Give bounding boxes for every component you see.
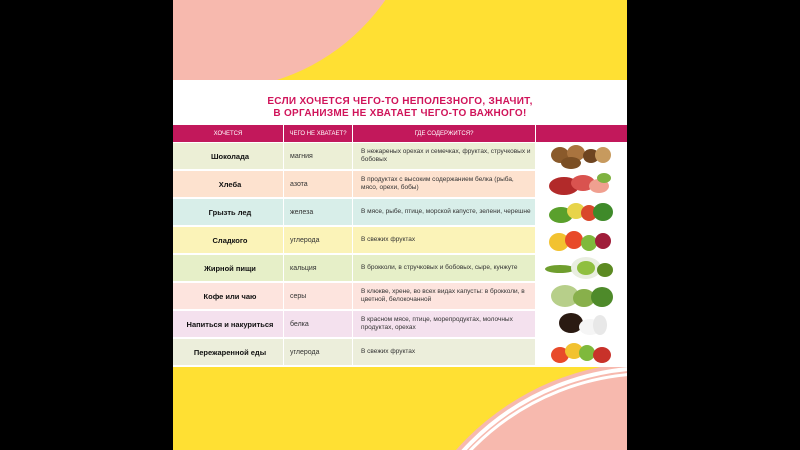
craving-cell: Напиться и накуриться	[173, 311, 283, 337]
page-title	[173, 96, 627, 120]
source-cell: В продуктах с высоким содержанием белка (рыба, мясо, орехи, бобы)	[353, 171, 535, 197]
food-shape	[593, 203, 613, 221]
header-want	[173, 125, 283, 142]
craving-cell: Хлеба	[173, 171, 283, 197]
header-want-label: ХОЧЕТСЯ	[213, 130, 243, 137]
source-cell: В клюкве, хрене, во всех видах капусты: в брокколи, в цветной, белокочанной	[353, 283, 535, 309]
vegetables-icon	[545, 199, 615, 225]
header-source-label: ГДЕ СОДЕРЖИТСЯ?	[414, 130, 474, 137]
meat-icon	[545, 171, 615, 197]
food-image-cell	[536, 311, 623, 337]
header-image	[536, 125, 627, 142]
craving-cell: Шоколада	[173, 143, 283, 169]
title-line-2: В ОРГАНИЗМЕ НЕ ХВАТАЕТ ЧЕГО-ТО ВАЖНОГО!	[273, 108, 527, 119]
header-lacking-label: ЧЕГО НЕ ХВАТАЕТ?	[289, 130, 347, 137]
food-image-cell	[536, 255, 623, 281]
infographic-frame	[173, 0, 627, 450]
food-shape	[577, 261, 595, 275]
source-cell: В свежих фруктах	[353, 227, 535, 253]
food-image-cell	[536, 283, 623, 309]
deficiency-cell: магния	[284, 143, 352, 169]
source-cell: В нежареных орехах и семечках, фруктах, стручковых и бобовых	[353, 143, 535, 169]
peas-icon	[545, 255, 615, 281]
table-row	[173, 255, 627, 282]
food-image-cell	[536, 339, 623, 365]
food-shape	[581, 235, 597, 251]
title-line-1: ЕСЛИ ХОЧЕТСЯ ЧЕГО-ТО НЕПОЛЕЗНОГО, ЗНАЧИТ,	[267, 96, 533, 107]
table-row	[173, 143, 627, 170]
deficiency-cell: серы	[284, 283, 352, 309]
nuts-icon	[545, 143, 615, 169]
craving-cell: Пережаренной еды	[173, 339, 283, 365]
food-image-cell	[536, 227, 623, 253]
craving-cell: Сладкого	[173, 227, 283, 253]
deficiency-cell: углерода	[284, 339, 352, 365]
food-shape	[597, 263, 613, 277]
table-row	[173, 199, 627, 226]
header-lacking	[284, 125, 352, 142]
deficiency-cell: белка	[284, 311, 352, 337]
craving-cell: Кофе или чаю	[173, 283, 283, 309]
food-shape	[593, 315, 607, 335]
food-image-cell	[536, 143, 623, 169]
food-shape	[595, 233, 611, 249]
table-row	[173, 227, 627, 254]
deficiency-cell: кальция	[284, 255, 352, 281]
source-cell: В свежих фруктах	[353, 339, 535, 365]
table-row	[173, 171, 627, 198]
craving-cell: Жирной пищи	[173, 255, 283, 281]
header-source	[353, 125, 535, 142]
food-shape	[593, 347, 611, 363]
food-image-cell	[536, 199, 623, 225]
fruit-bowl-icon	[545, 339, 615, 365]
pink-circle-decor	[173, 0, 423, 90]
deficiency-cell: железа	[284, 199, 352, 225]
cabbage-icon	[545, 283, 615, 309]
food-image-cell	[536, 171, 623, 197]
source-cell: В красном мясе, птице, морепродуктах, молочных продуктах, орехах	[353, 311, 535, 337]
food-shape	[595, 147, 611, 163]
milk-icon	[545, 311, 615, 337]
table-row	[173, 283, 627, 310]
table-card	[173, 80, 627, 367]
food-shape	[565, 231, 583, 249]
food-shape	[561, 157, 581, 169]
food-shape	[591, 287, 613, 307]
source-cell: В брокколи, в стручковых и бобовых, сыре, кунжуте	[353, 255, 535, 281]
table-row	[173, 311, 627, 338]
craving-cell: Грызть лед	[173, 199, 283, 225]
food-shape	[597, 173, 611, 183]
source-cell: В мясе, рыбе, птице, морской капусте, зелени, черешне	[353, 199, 535, 225]
fruits-icon	[545, 227, 615, 253]
food-shape	[545, 265, 575, 273]
table-row	[173, 339, 627, 366]
deficiency-cell: азота	[284, 171, 352, 197]
deficiency-cell: углерода	[284, 227, 352, 253]
